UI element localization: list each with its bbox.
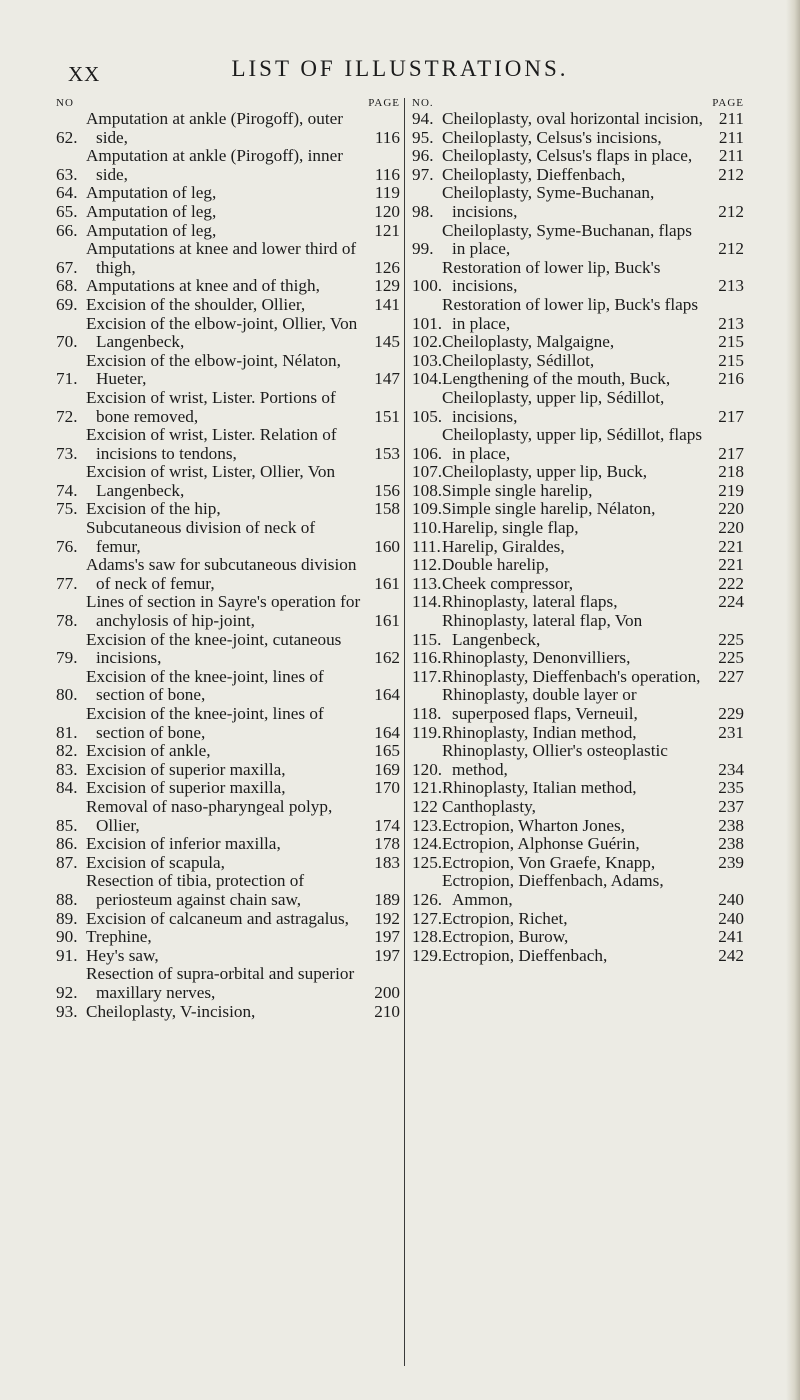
entry-title: Amputations at knee and of thigh,	[86, 276, 320, 296]
illustration-entry	[56, 352, 400, 389]
entry-number: 75.	[56, 499, 78, 519]
entry-number: 64.	[56, 183, 78, 203]
illustration-entry	[412, 389, 744, 426]
entry-page: 231	[718, 722, 744, 742]
page-header	[0, 56, 800, 86]
entry-number: 105.	[412, 406, 443, 426]
entry-title: Subcutaneous division of neck of femur,	[86, 518, 316, 556]
entry-title: Simple single harelip, Nélaton,	[442, 499, 656, 519]
entry-title: Excision of the elbow-joint, Nélaton, Hueter,	[86, 350, 341, 389]
illustration-entry	[56, 277, 400, 296]
entry-page: 241	[718, 927, 744, 947]
entry-title: Excision of the elbow-joint, Ollier, Von Langenbeck,	[86, 313, 358, 352]
entry-number: 80.	[56, 685, 78, 705]
illustration-entry	[412, 519, 744, 538]
entry-number: 63.	[56, 164, 78, 184]
entry-number: 62.	[56, 127, 78, 147]
entry-page: 217	[718, 406, 744, 426]
entry-page: 234	[718, 759, 744, 779]
entry-number: 77.	[56, 573, 78, 593]
entry-title: Rhinoplasty, Ollier's osteoplastic method,	[442, 741, 668, 779]
illustration-entry	[412, 742, 744, 779]
entry-number: 101.	[412, 313, 443, 333]
illustration-entry	[412, 222, 744, 259]
entry-title: Cheiloplasty, Syme-Buchanan, incisions,	[442, 183, 655, 221]
entry-title: Cheek compressor,	[442, 573, 574, 593]
entry-page: 169	[374, 759, 400, 779]
illustration-entry	[412, 147, 744, 166]
entry-page: 162	[374, 648, 400, 668]
entry-title: Cheiloplasty, V-incision,	[86, 1001, 256, 1021]
entry-number: 126.	[412, 889, 443, 909]
entry-number: 91.	[56, 945, 78, 965]
illustration-entry	[412, 593, 744, 612]
entry-title: Rhinoplasty, lateral flaps,	[442, 592, 618, 612]
entry-number: 82.	[56, 741, 78, 761]
entry-number: 113.	[412, 573, 442, 593]
entry-title: Rhinoplasty, Italian method,	[442, 778, 637, 798]
illustration-entry	[56, 315, 400, 352]
entry-title: Trephine,	[86, 927, 152, 947]
entry-number: 76.	[56, 536, 78, 556]
illustration-entry	[56, 203, 400, 222]
illustration-entry	[412, 166, 744, 185]
illustration-entry	[56, 463, 400, 500]
entry-title: Cheiloplasty, Celsus's incisions,	[442, 127, 662, 147]
entry-page: 224	[718, 592, 744, 612]
entry-title: Amputation of leg,	[86, 183, 217, 203]
entry-title: Resection of tibia, protection of periosteum against chain saw,	[86, 871, 305, 909]
entry-number: 71.	[56, 369, 78, 389]
entry-number: 109.	[412, 499, 443, 519]
entry-page: 225	[718, 648, 744, 668]
illustration-entry	[412, 426, 744, 463]
illustration-entry	[412, 686, 744, 723]
entry-number: 86.	[56, 834, 78, 854]
illustration-entry	[412, 649, 744, 668]
illustration-entry	[56, 947, 400, 966]
entry-number: 89.	[56, 908, 78, 928]
entry-page: 212	[718, 201, 744, 221]
entry-number: 111.	[412, 536, 441, 556]
entry-title: Excision of the knee-joint, lines of section of bone,	[86, 704, 324, 742]
entry-page: 189	[374, 889, 400, 909]
entry-title: Amputation of leg,	[86, 201, 217, 221]
entry-title: Ectropion, Dieffenbach, Adams, Ammon,	[442, 871, 664, 909]
entry-page: 215	[718, 332, 744, 352]
illustration-entry	[412, 835, 744, 854]
illustration-entry	[56, 147, 400, 184]
entry-title: Excision of inferior maxilla,	[86, 834, 281, 854]
entry-page: 240	[718, 908, 744, 928]
entry-number: 72.	[56, 406, 78, 426]
illustration-entry	[56, 519, 400, 556]
entry-page: 165	[374, 741, 400, 761]
entry-number: 66.	[56, 220, 78, 240]
illustration-entry	[56, 593, 400, 630]
entry-page: 161	[374, 573, 400, 593]
entry-number: 93.	[56, 1001, 78, 1021]
illustration-entry	[412, 184, 744, 221]
illustration-entry	[412, 352, 744, 371]
entry-page: 141	[374, 294, 400, 314]
entry-number: 96.	[412, 146, 434, 166]
illustration-entry	[412, 854, 744, 873]
entry-list	[56, 110, 400, 1021]
entry-number: 78.	[56, 611, 78, 631]
illustration-entry	[412, 612, 744, 649]
entry-title: Adams's saw for subcutaneous division of neck of femur,	[86, 555, 357, 593]
entry-number: 118.	[412, 704, 442, 723]
illustration-entry	[56, 500, 400, 519]
entry-page: 197	[374, 945, 400, 965]
entry-page: 238	[718, 815, 744, 835]
entry-number: 79.	[56, 648, 78, 668]
entry-number: 125.	[412, 852, 443, 872]
entry-number: 73.	[56, 443, 78, 463]
entry-number: 124.	[412, 834, 443, 854]
entry-number: 110.	[412, 518, 442, 538]
entry-number: 94.	[412, 109, 434, 128]
entry-page: 147	[374, 369, 400, 389]
entry-page: 164	[374, 722, 400, 742]
entry-page: 174	[374, 815, 400, 835]
illustration-entry	[412, 333, 744, 352]
entry-number: 122	[412, 796, 438, 816]
left-column	[56, 96, 400, 1021]
entry-title: Harelip, single flap,	[442, 518, 579, 538]
entry-title: Double harelip,	[442, 555, 549, 575]
entry-number: 69.	[56, 294, 78, 314]
entry-title: Rhinoplasty, Dieffenbach's operation,	[442, 666, 701, 686]
entry-page: 219	[718, 480, 744, 500]
entry-page: 216	[718, 369, 744, 389]
entry-number: 112.	[412, 555, 442, 575]
entry-page: 213	[718, 276, 744, 296]
entry-title: Cheiloplasty, Sédillot,	[442, 350, 595, 370]
column-header	[56, 96, 400, 110]
entry-number: 99.	[412, 239, 434, 259]
column-divider	[404, 98, 405, 1366]
entry-page: 221	[718, 536, 744, 556]
entry-title: Resection of supra-orbital and superior maxillary nerves,	[86, 964, 355, 1002]
entry-page: 156	[374, 480, 400, 500]
entry-page: 120	[374, 201, 400, 221]
entry-number: 103.	[412, 350, 443, 370]
illustration-entry	[56, 184, 400, 203]
entry-number: 90.	[56, 927, 78, 947]
entry-number: 108.	[412, 480, 443, 500]
entry-page: 239	[718, 852, 744, 872]
entry-number: 120.	[412, 759, 443, 779]
illustration-entry	[412, 129, 744, 148]
entry-page: 121	[374, 220, 400, 240]
entry-page: 126	[374, 257, 400, 277]
entry-title: Ectropion, Alphonse Guérin,	[442, 834, 640, 854]
entry-title: Excision of the hip,	[86, 499, 221, 519]
entry-page: 210	[374, 1001, 400, 1021]
illustration-entry	[56, 110, 400, 147]
entry-page: 151	[374, 406, 400, 426]
entry-page: 229	[718, 704, 744, 723]
page-title: LIST OF ILLUSTRATIONS.	[231, 56, 569, 81]
right-column	[412, 96, 744, 965]
entry-page: 119	[374, 183, 400, 203]
entry-title: Excision of the knee-joint, lines of section of bone,	[86, 666, 324, 705]
entry-number: 128.	[412, 927, 443, 947]
entry-number: 119.	[412, 722, 442, 742]
entry-page: 215	[718, 350, 744, 370]
entry-number: 116.	[412, 648, 442, 668]
entry-number: 100.	[412, 276, 443, 296]
entry-title: Excision of superior maxilla,	[86, 759, 286, 779]
entry-number: 85.	[56, 815, 78, 835]
entry-title: Excision of scapula,	[86, 852, 225, 872]
entry-page: 220	[718, 518, 744, 538]
illustration-entry	[56, 296, 400, 315]
illustration-entry	[56, 389, 400, 426]
illustration-entry	[412, 296, 744, 333]
entry-title: Ectropion, Dieffenbach,	[442, 945, 608, 965]
entry-title: Simple single harelip,	[442, 480, 593, 500]
entry-number: 121.	[412, 778, 443, 798]
entry-title: Amputation at ankle (Pirogoff), outer side,	[86, 109, 343, 147]
entry-title: Excision of wrist, Lister. Relation of incisions to tendons,	[86, 425, 337, 463]
illustration-entry	[56, 426, 400, 463]
illustration-entry	[412, 798, 744, 817]
illustration-entry	[412, 259, 744, 296]
illustration-entry	[56, 631, 400, 668]
entry-page: 242	[718, 945, 744, 965]
illustration-entry	[412, 817, 744, 836]
illustration-entry	[56, 668, 400, 705]
illustration-entry	[56, 798, 400, 835]
entry-title: Harelip, Giraldes,	[442, 536, 565, 556]
entry-page: 170	[374, 778, 400, 798]
illustration-entry	[56, 222, 400, 241]
entry-number: 84.	[56, 778, 78, 798]
entry-number: 88.	[56, 889, 78, 909]
entry-page: 235	[718, 778, 744, 798]
entry-title: Cheiloplasty, upper lip, Sédillot, flaps in place,	[442, 425, 703, 463]
entry-page: 211	[718, 127, 744, 147]
entry-number: 70.	[56, 332, 78, 352]
illustration-entry	[56, 928, 400, 947]
illustration-entry	[412, 947, 744, 966]
column-header-no: NO	[56, 97, 74, 109]
illustration-entry	[412, 538, 744, 557]
entry-title: Ectropion, Wharton Jones,	[442, 815, 625, 835]
entry-title: Rhinoplasty, Indian method,	[442, 722, 637, 742]
entry-title: Lengthening of the mouth, Buck,	[442, 369, 671, 389]
entry-number: 117.	[412, 666, 442, 686]
illustration-entry	[56, 965, 400, 1002]
entry-page: 221	[718, 555, 744, 575]
illustration-entry	[412, 110, 744, 129]
entry-page: 222	[718, 573, 744, 593]
illustration-entry	[412, 463, 744, 482]
entry-title: Cheiloplasty, oval horizontal incision,	[442, 109, 703, 128]
entry-page: 158	[374, 499, 400, 519]
illustration-entry	[412, 779, 744, 798]
illustration-entry	[56, 1003, 400, 1022]
illustration-entry	[412, 500, 744, 519]
illustration-entry	[412, 556, 744, 575]
illustration-entry	[56, 854, 400, 873]
illustration-entry	[56, 705, 400, 742]
entry-page: 161	[374, 611, 400, 631]
entry-title: Ectropion, Richet,	[442, 908, 568, 928]
entry-list	[412, 110, 744, 965]
entry-number: 92.	[56, 982, 78, 1002]
entry-page: 218	[718, 462, 744, 482]
entry-number: 104.	[412, 369, 443, 389]
entry-page: 213	[718, 313, 744, 333]
entry-title: Excision of wrist, Lister. Portions of bone removed,	[86, 387, 336, 426]
column-header	[412, 96, 744, 110]
illustration-entry	[56, 835, 400, 854]
column-header-page: PAGE	[368, 97, 400, 109]
illustration-entry	[56, 779, 400, 798]
entry-number: 123.	[412, 815, 443, 835]
entry-title: Cheiloplasty, Syme-Buchanan, flaps in place,	[442, 220, 692, 259]
entry-page: 116	[374, 164, 400, 184]
entry-page: 237	[718, 796, 744, 816]
entry-number: 87.	[56, 852, 78, 872]
entry-title: Canthoplasty,	[442, 796, 536, 816]
entry-number: 98.	[412, 201, 434, 221]
entry-title: Rhinoplasty, double layer or superposed flaps, Verneuil,	[442, 685, 638, 723]
entry-number: 81.	[56, 722, 78, 742]
illustration-entry	[56, 240, 400, 277]
entry-page: 227	[718, 666, 744, 686]
entry-title: Amputation of leg,	[86, 220, 217, 240]
entry-title: Ectropion, Burow,	[442, 927, 569, 947]
illustration-entry	[412, 370, 744, 389]
entry-page: 212	[718, 164, 744, 184]
page-number: XX	[68, 62, 101, 86]
entry-page: 197	[374, 927, 400, 947]
entry-page: 220	[718, 499, 744, 519]
entry-title: Cheiloplasty, Malgaigne,	[442, 332, 615, 352]
entry-page: 240	[718, 889, 744, 909]
entry-title: Excision of superior maxilla,	[86, 778, 286, 798]
entry-number: 115.	[412, 629, 442, 649]
entry-number: 114.	[412, 592, 442, 612]
entry-page: 238	[718, 834, 744, 854]
entry-number: 102.	[412, 332, 443, 352]
illustration-entry	[56, 556, 400, 593]
entry-number: 97.	[412, 164, 434, 184]
illustration-entry	[56, 742, 400, 761]
illustration-entry	[56, 910, 400, 929]
entry-number: 74.	[56, 480, 78, 500]
entry-title: Excision of the knee-joint, cutaneous incisions,	[86, 629, 342, 668]
entry-page: 153	[374, 443, 400, 463]
entry-title: Restoration of lower lip, Buck's incisions,	[442, 257, 661, 296]
entry-page: 160	[374, 536, 400, 556]
entry-title: Ectropion, Von Graefe, Knapp,	[442, 852, 656, 872]
entry-page: 225	[718, 629, 744, 649]
entry-page: 217	[718, 443, 744, 463]
entry-number: 83.	[56, 759, 78, 779]
entry-title: Hey's saw,	[86, 945, 159, 965]
entry-title: Cheiloplasty, Dieffenbach,	[442, 164, 626, 184]
entry-page: 200	[374, 982, 400, 1002]
entry-title: Rhinoplasty, Denonvilliers,	[442, 648, 631, 668]
column-header-no: NO.	[412, 97, 434, 109]
entry-number: 68.	[56, 276, 78, 296]
entry-title: Excision of the shoulder, Ollier,	[86, 294, 306, 314]
page-edge-shadow	[786, 0, 800, 1400]
entry-title: Cheiloplasty, upper lip, Buck,	[442, 462, 648, 482]
entry-title: Amputation at ankle (Pirogoff), inner side,	[86, 146, 343, 184]
entry-page: 164	[374, 685, 400, 705]
illustration-entry	[56, 872, 400, 909]
entry-page: 211	[718, 109, 744, 128]
entry-title: Cheiloplasty, upper lip, Sédillot, incisions,	[442, 387, 665, 426]
entry-title: Lines of section in Sayre's operation for anchylosis of hip-joint,	[86, 592, 361, 631]
illustration-entry	[412, 724, 744, 743]
entry-title: Cheiloplasty, Celsus's flaps in place,	[442, 146, 693, 166]
illustration-entry	[412, 910, 744, 929]
column-header-page: PAGE	[712, 97, 744, 109]
entry-number: 127.	[412, 908, 443, 928]
entry-page: 145	[374, 332, 400, 352]
entry-number: 65.	[56, 201, 78, 221]
illustration-entry	[412, 928, 744, 947]
illustration-entry	[412, 482, 744, 501]
entry-title: Amputations at knee and lower third of thigh,	[86, 239, 357, 277]
entry-title: Excision of calcaneum and astragalus,	[86, 908, 349, 928]
illustration-entry	[412, 575, 744, 594]
entry-page: 192	[374, 908, 400, 928]
entry-title: Excision of wrist, Lister, Ollier, Von Langenbeck,	[86, 462, 336, 500]
illustration-entry	[56, 761, 400, 780]
entry-page: 178	[374, 834, 400, 854]
entry-number: 67.	[56, 257, 78, 277]
entry-page: 183	[374, 852, 400, 872]
entry-title: Rhinoplasty, lateral flap, Von Langenbeck,	[442, 611, 643, 649]
illustration-entry	[412, 872, 744, 909]
entry-number: 95.	[412, 127, 434, 147]
illustration-entry	[412, 668, 744, 687]
entry-page: 212	[718, 239, 744, 259]
entry-title: Removal of naso-pharyngeal polyp, Ollier,	[86, 796, 333, 835]
entry-title: Excision of ankle,	[86, 741, 211, 761]
entry-page: 116	[374, 127, 400, 147]
entry-title: Restoration of lower lip, Buck's flaps in place,	[442, 294, 699, 333]
entry-page: 211	[718, 146, 744, 166]
entry-page: 129	[374, 276, 400, 296]
entry-number: 106.	[412, 443, 443, 463]
entry-number: 129.	[412, 945, 443, 965]
entry-number: 107.	[412, 462, 443, 482]
